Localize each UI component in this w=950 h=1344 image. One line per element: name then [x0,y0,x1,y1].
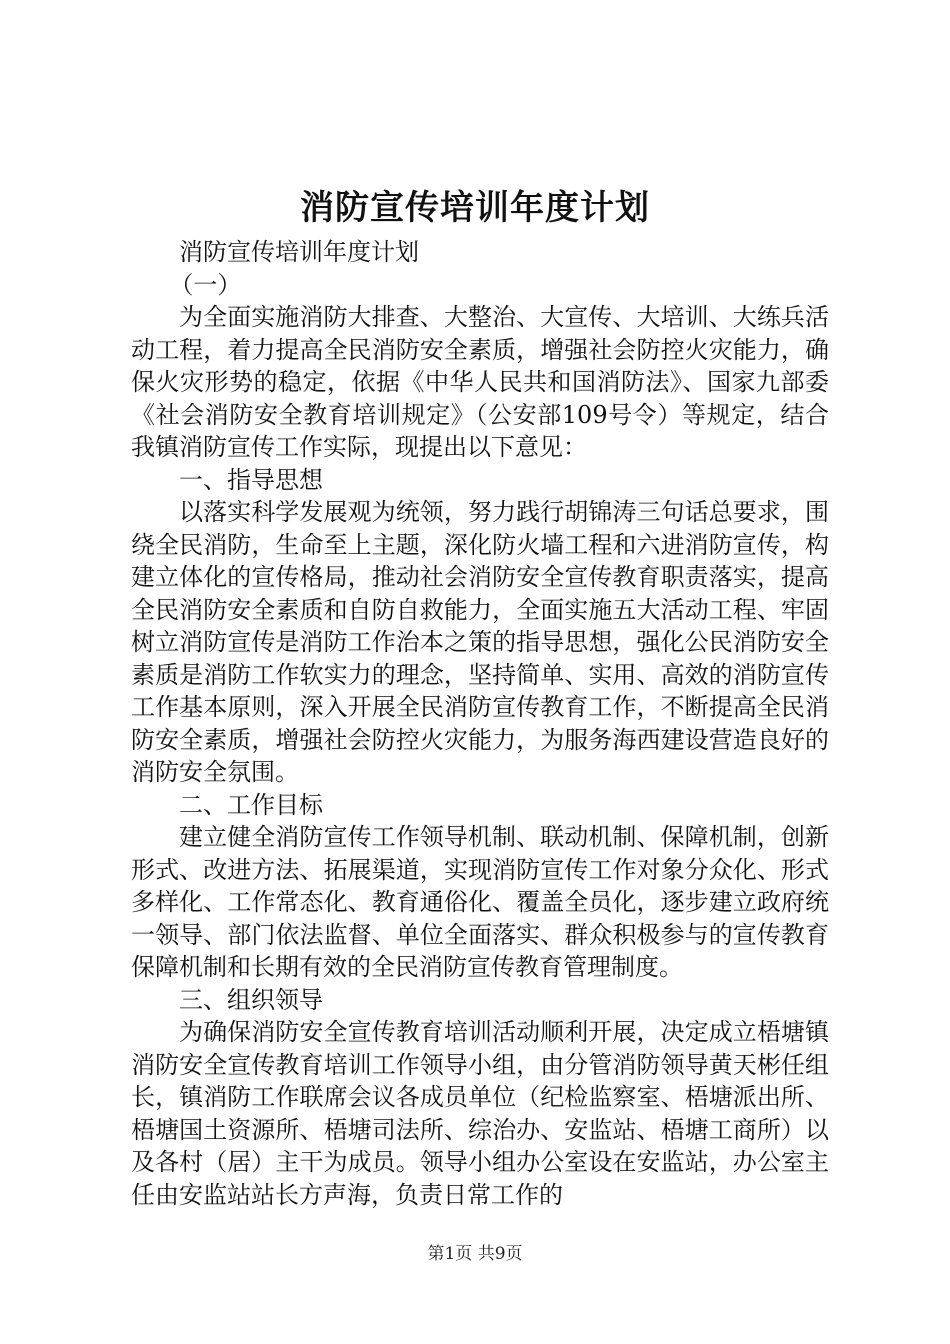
section-heading-guiding-ideology: 一、指导思想 [179,465,323,494]
document-title: 消防宣传培训年度计划 [300,188,650,228]
document-part-label: （一） [169,270,242,299]
page-number-footer: 第1页 共9页 [427,1244,523,1264]
paragraph-work-goals: 建立健全消防宣传工作领导机制、联动机制、保障机制，创新形式、改进方法、拓展渠道，实现消防宣传工作对象分众化、形式多样化、工作常态化、教育通俗化、覆盖全员化，逐步建立政府统一领导、部门依法监督、单位全面落实、群众积极参与的宣传教育保障机制和长期有效的全民消防宣传教育管理制度。 [131,823,829,981]
section-heading-work-goals: 二、工作目标 [179,790,323,819]
section-heading-organization: 三、组织领导 [179,985,323,1014]
paragraph-organization: 为确保消防安全宣传教育培训活动顺利开展，决定成立梧塘镇消防安全宣传教育培训工作领导小组，由分管消防领导黄天彬任组长，镇消防工作联席会议各成员单位（纪检监察室、梧塘派出所、梧塘国土资源所、梧塘司法所、综治办、安监站、梧塘工商所）以及各村（居）主干为成员。领导小组办公室设在安监站，办公室主任由安监站站长方声海，负责日常工作的 [131,1018,829,1209]
paragraph-intro: 为全面实施消防大排查、大整治、大宣传、大培训、大练兵活动工程，着力提高全民消防安全素质，增强社会防控火灾能力，确保火灾形势的稳定，依据《中华人民共和国消防法》、国家九部委《社会消防安全教育培训规定》（公安部109号令）等规定，结合我镇消防宣传工作实际，现提出以下意见： [131,303,829,461]
document-subtitle: 消防宣传培训年度计划 [179,238,419,266]
paragraph-guiding-ideology: 以落实科学发展观为统领，努力践行胡锦涛三句话总要求，围绕全民消防，生命至上主题，深化防火墙工程和六进消防宣传，构建立体化的宣传格局，推动社会消防安全宣传教育职责落实，提高全民消防安全素质和自防自救能力，全面实施五大活动工程、牢固树立消防宣传是消防工作治本之策的指导思想，强化公民消防安全素质是消防工作软实力的理念，坚持简单、实用、高效的消防宣传工作基本原则，深入开展全民消防宣传教育工作，不断提高全民消防安全素质，增强社会防控火灾能力，为服务海西建设营造良好的消防安全氛围。 [131,498,829,786]
document-body [131,236,829,1211]
